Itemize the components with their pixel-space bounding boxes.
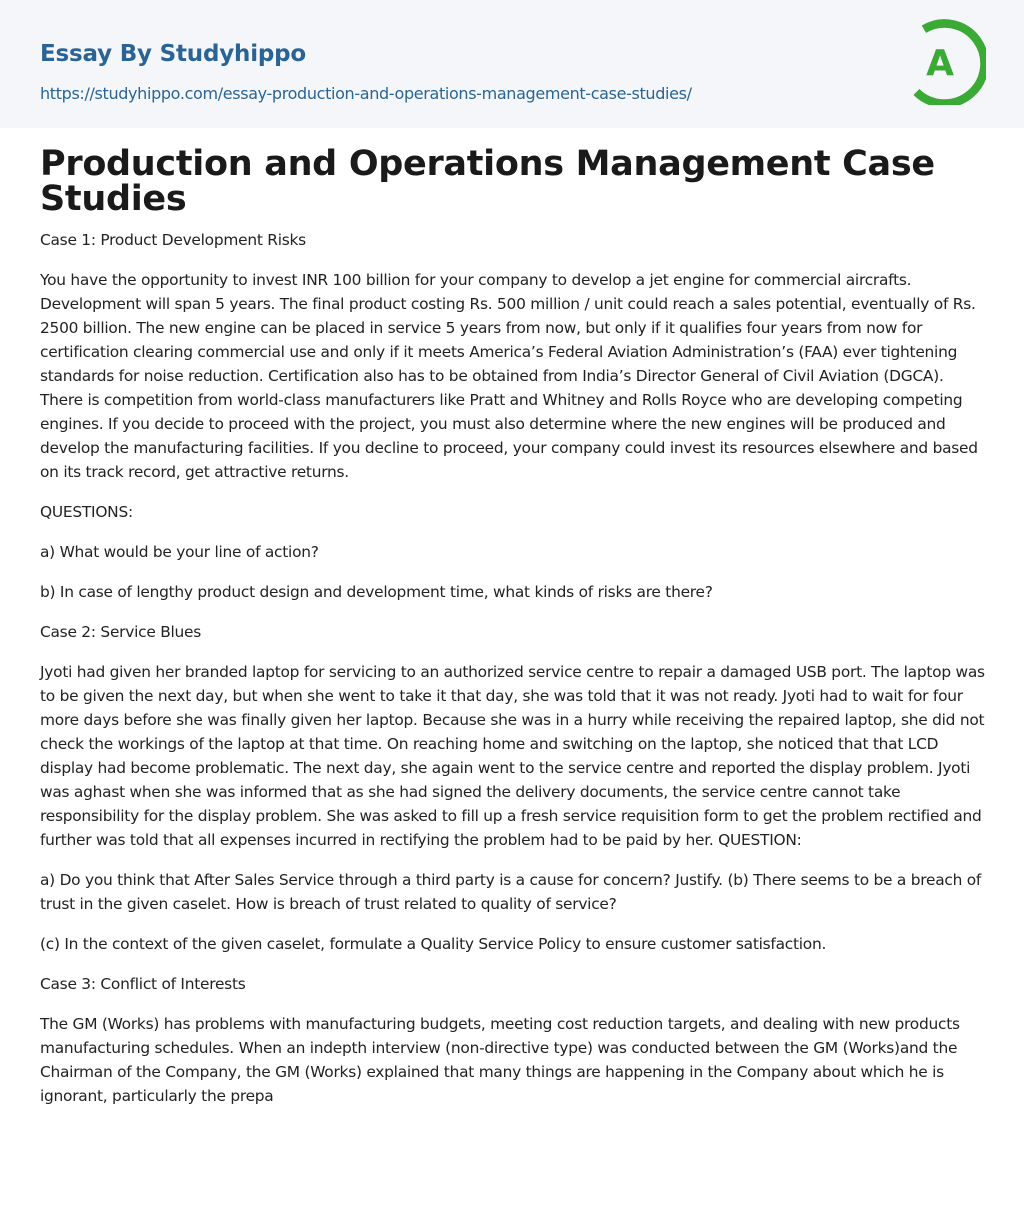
question-b: b) In case of lengthy product design and development time, what kinds of risks are there? [40,583,713,601]
case-1-heading: Case 1: Product Development Risks [40,231,306,249]
case-3-heading: Case 3: Conflict of Interests [40,975,246,993]
logo-letter: A [926,43,954,84]
case-2-description: Jyoti had given her branded laptop for servicing to an authorized service centre to repair a damaged USB port. The laptop was to be given the next day, but when she went to take it that day, she was told that it was not ready. Jyoti had to wait for four more days before she was finally given her laptop. Because she was in a hurry while receiving the repaired laptop, she did not check the workings of the laptop at that time. On reaching home and switching on the laptop, she noticed that that LCD display had become problematic. The next day, she again went to the service centre and reported the display problem. Jyoti was aghast when she was informed that as she had signed the delivery documents, the service centre cannot take responsibility for the display problem. She was asked to fill up a fresh service requisition form to get the problem rectified and further was told that all expenses incurred in rectifying the problem had to be paid by her. QUESTION: [40,663,985,849]
case-2-heading: Case 2: Service Blues [40,623,202,641]
question-a: a) What would be your line of action? [40,543,319,561]
article [40,144,986,1124]
case-3-description: The GM (Works) has problems with manufacturing budgets, meeting cost reduction targets, and dealing with new products manufacturing schedules. When an indepth interview (non-directive type) was conducted between the GM (Works)and the Chairman of the Company, the GM (Works) explained that many things are happening in the Company about which he is ignorant, particularly the prepa [40,1015,960,1105]
questions-heading: QUESTIONS: [40,503,133,521]
article-title: Production and Operations Management Case Studies [40,144,935,219]
case-1-description: You have the opportunity to invest INR 100 billion for your company to develop a jet engine for commercial aircrafts. Development will span 5 years. The final product costing Rs. 500 million / unit could reach a sales potential, eventually of Rs. 2500 billion. The new engine can be placed in service 5 years from now, but only if it qualifies four years from now for certification clearing commercial use and only if it meets America’s Federal Aviation Administration’s (FAA) ever tightening standards for noise reduction. Certification also has to be obtained from India’s Director General of Civil Aviation (DGCA). There is competition from world-class manufacturers like Pratt and Whitney and Rolls Royce who are developing competing engines. If you decide to proceed with the project, you must also determine where the new engines will be produced and develop the manufacturing facilities. If you decline to proceed, your company could invest its resources elsewhere and based on its track record, get attractive returns. [40,271,978,481]
site-brand[interactable]: Essay By Studyhippo [40,41,307,67]
page-url-link[interactable]: https://studyhippo.com/essay-production-and-operations-management-case-studies/ [40,84,692,103]
studyhippo-logo-icon[interactable] [912,19,986,105]
case-2-question-ab: a) Do you think that After Sales Service through a third party is a cause for concern? Justify. (b) There seems to be a breach of trust in the given caselet. How is breach of trust related to quality of service? [40,871,982,913]
case-2-question-c: (c) In the context of the given caselet, formulate a Quality Service Policy to ensure customer satisfaction. [40,935,827,953]
site-header [0,0,1024,128]
